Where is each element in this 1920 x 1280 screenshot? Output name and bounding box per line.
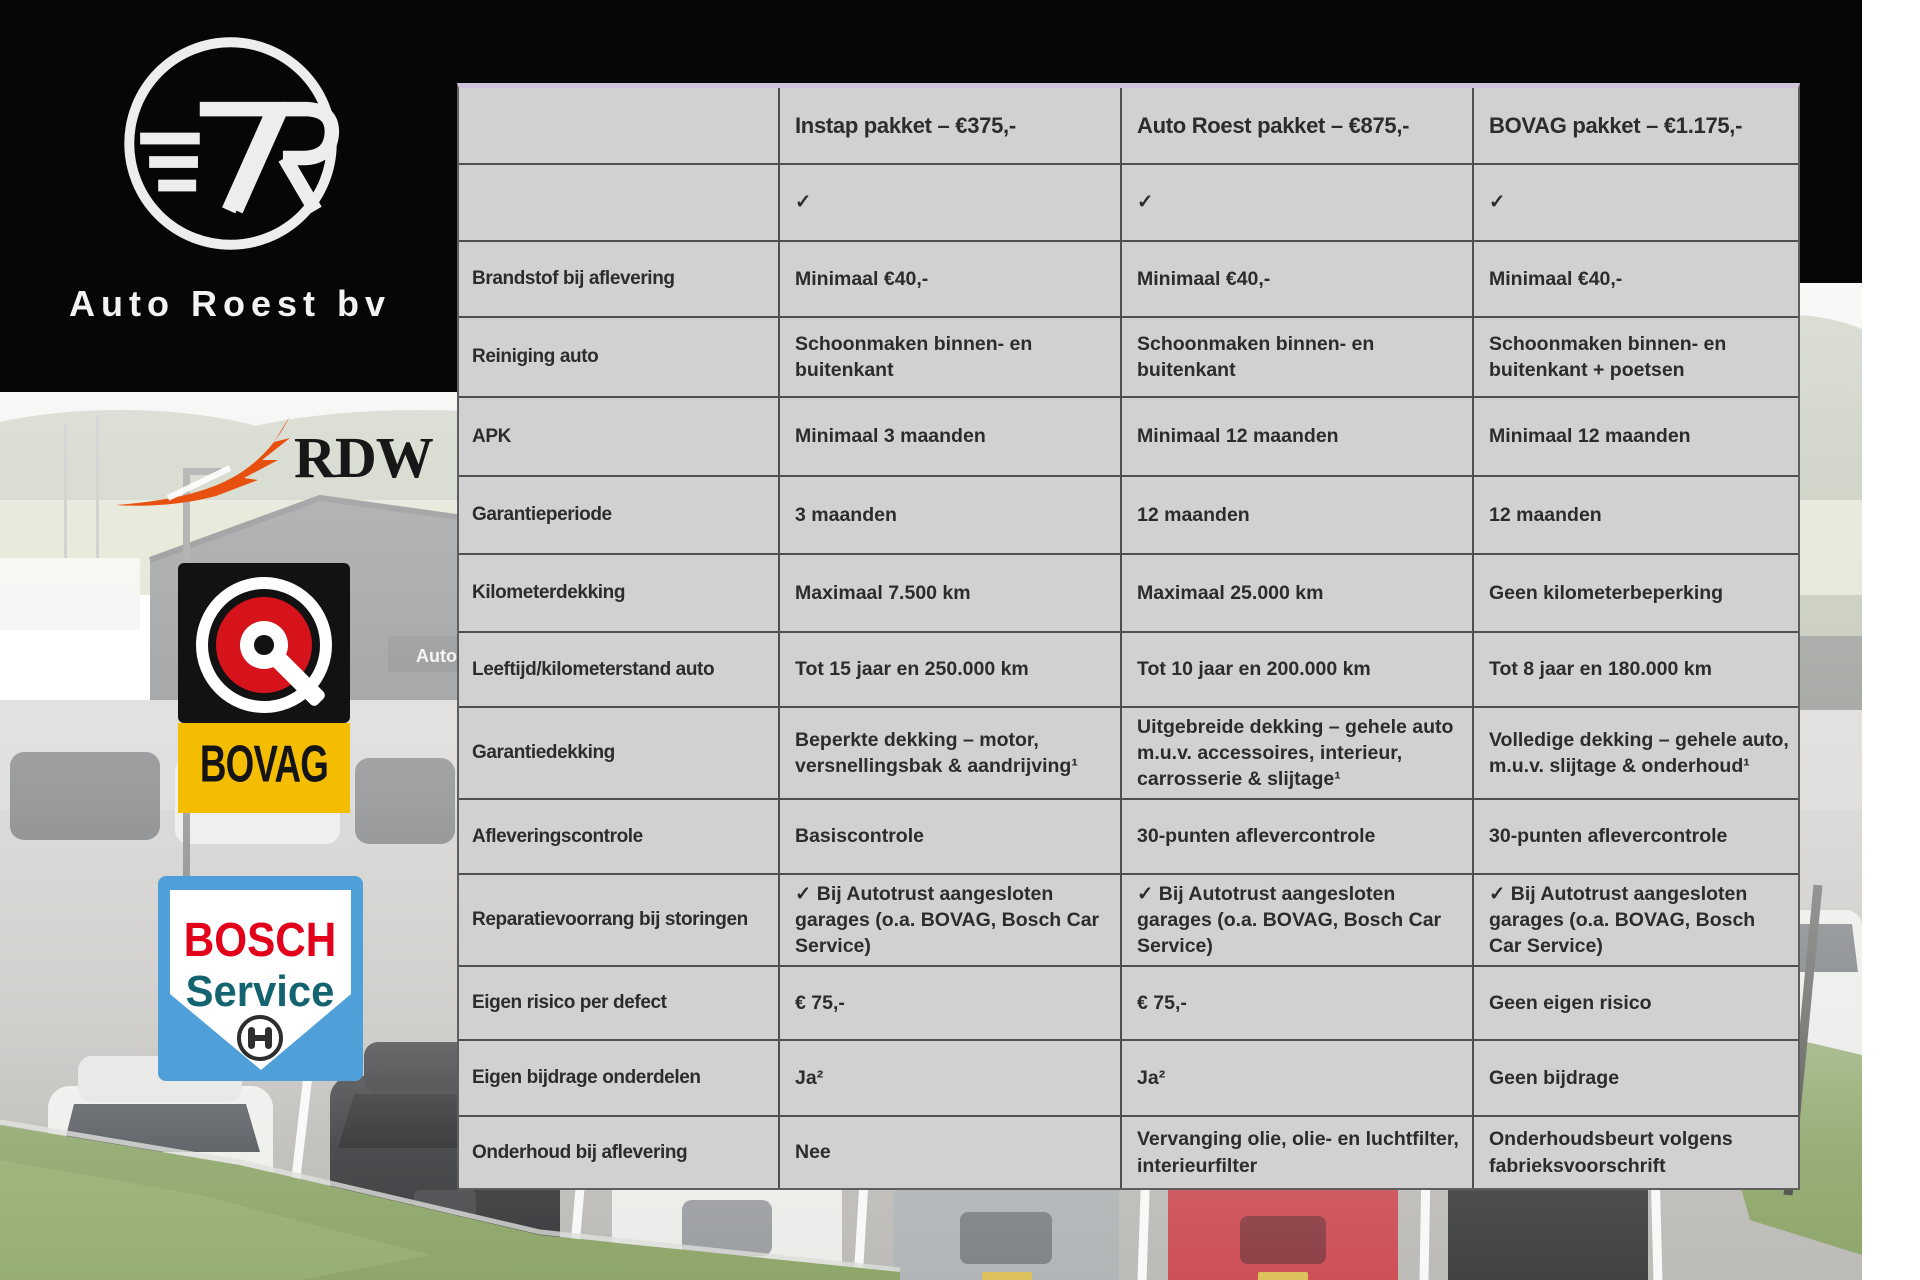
right-white-margin [1862,0,1920,1280]
table-cell: Minimaal €40,- [1472,242,1798,318]
table-cell: Schoonmaken binnen- en buitenkant + poetsen [1472,318,1798,398]
table-cell: Schoonmaken binnen- en buitenkant [1120,318,1472,398]
table-cell: Tot 10 jaar en 200.000 km [1120,633,1472,708]
table-cell: Tot 15 jaar en 250.000 km [778,633,1120,708]
row-label-leeftijd: Leeftijd/kilometerstand auto [459,633,778,708]
bovag-logo [178,563,350,818]
row-label-eigen-bijdrage: Eigen bijdrage onderdelen [459,1041,778,1117]
rdw-wing-icon [112,408,292,508]
table-cell: Vervanging olie, olie- en luchtfilter, interieurfilter [1120,1117,1472,1188]
table-cell: Minimaal 3 maanden [778,398,1120,477]
table-cell: Maximaal 7.500 km [778,555,1120,633]
table-cell: Onderhoudsbeurt volgens fabrieksvoorschrift [1472,1117,1798,1188]
rdw-logo [112,408,433,508]
row-label-brandstof: Brandstof bij aflevering [459,242,778,318]
table-cell: € 75,- [778,967,1120,1041]
table-cell: 30-punten aflevercontrole [1472,800,1798,875]
row-label-reiniging: Reiniging auto [459,318,778,398]
row-label-onderhoud: Onderhoud bij aflevering [472,1141,688,1163]
table-cell: Geen kilometerbeperking [1472,555,1798,633]
table-cell: Uitgebreide dekking – gehele auto m.u.v. accessoires, interieur, carrosserie & slijtage¹ [1120,708,1472,800]
table-cell: Basiscontrole [778,800,1120,875]
table-cell: Minimaal 12 maanden [1472,398,1798,477]
table-cell: 3 maanden [778,477,1120,555]
table-cell: Maximaal 25.000 km [1120,555,1472,633]
table-cell: 12 maanden [1120,477,1472,555]
column-header-bovag: BOVAG pakket – €1.175,- [1472,88,1798,165]
table-cell: Geen bijdrage [1472,1041,1798,1117]
bosch-service-text: Service [185,967,335,1017]
table-cell: Volledige dekking – gehele auto, m.u.v. slijtage & onderhoud¹ [1472,708,1798,800]
package-comparison-table [457,83,1800,1190]
check-cell: ✓ [1472,165,1798,242]
row-label-reparatievoorrang: Reparatievoorrang bij storingen [459,875,778,967]
auto-roest-logo [0,0,460,392]
row-label-garantiedekking: Garantiedekking [459,708,778,800]
table-cell: 30-punten aflevercontrole [1120,800,1472,875]
bosch-logo-text: BOSCH [183,912,337,967]
bosch-logo [158,876,363,1086]
row-label [459,165,778,242]
table-cell: ✓ Bij Autotrust aangesloten garages (o.a. BOVAG, Bosch Car Service) [1120,875,1472,967]
table-cell: Ja² [778,1041,1120,1117]
right-black-band [1798,0,1862,283]
table-cell: € 75,- [1120,967,1472,1041]
bovag-wrench-icon [178,563,350,813]
brand-name: Auto Roest bv [68,283,391,324]
table-cell: Tot 8 jaar en 180.000 km [1472,633,1798,708]
table-cell: ✓ Bij Autotrust aangesloten garages (o.a. BOVAG, Bosch Car Service) [1472,875,1798,967]
table-cell: Nee [778,1117,1120,1188]
row-label-afleveringscontrole: Afleveringscontrole [459,800,778,875]
table-cell: Schoonmaken binnen- en buitenkant [778,318,1120,398]
table-cell: Minimaal €40,- [778,242,1120,318]
corner-cell [459,88,778,165]
bovag-logo-text: BOVAG [199,735,329,793]
row-label-apk: APK [459,398,778,477]
check-cell: ✓ [1120,165,1472,242]
table-cell: ✓ Bij Autotrust aangesloten garages (o.a. BOVAG, Bosch Car Service) [778,875,1120,967]
table-cell: Minimaal 12 maanden [1120,398,1472,477]
rdw-logo-text: RDW [294,425,433,490]
table-grid [459,88,1798,1188]
check-cell: ✓ [778,165,1120,242]
row-label-eigen-risico: Eigen risico per defect [459,967,778,1041]
column-header-instap: Instap pakket – €375,- [778,88,1120,165]
row-label-kilometerdekking: Kilometerdekking [459,555,778,633]
table-cell: 12 maanden [1472,477,1798,555]
row-label-garantieperiode: Garantieperiode [459,477,778,555]
table-cell: Geen eigen risico [1472,967,1798,1041]
table-cell: Ja² [1120,1041,1472,1117]
auto-roest-monogram-icon [113,26,348,261]
table-cell: Minimaal €40,- [1120,242,1472,318]
column-header-auto-roest: Auto Roest pakket – €875,- [1120,88,1472,165]
table-cell: Beperkte dekking – motor, versnellingsbak & aandrijving¹ [778,708,1120,800]
bosch-service-icon [158,876,363,1081]
